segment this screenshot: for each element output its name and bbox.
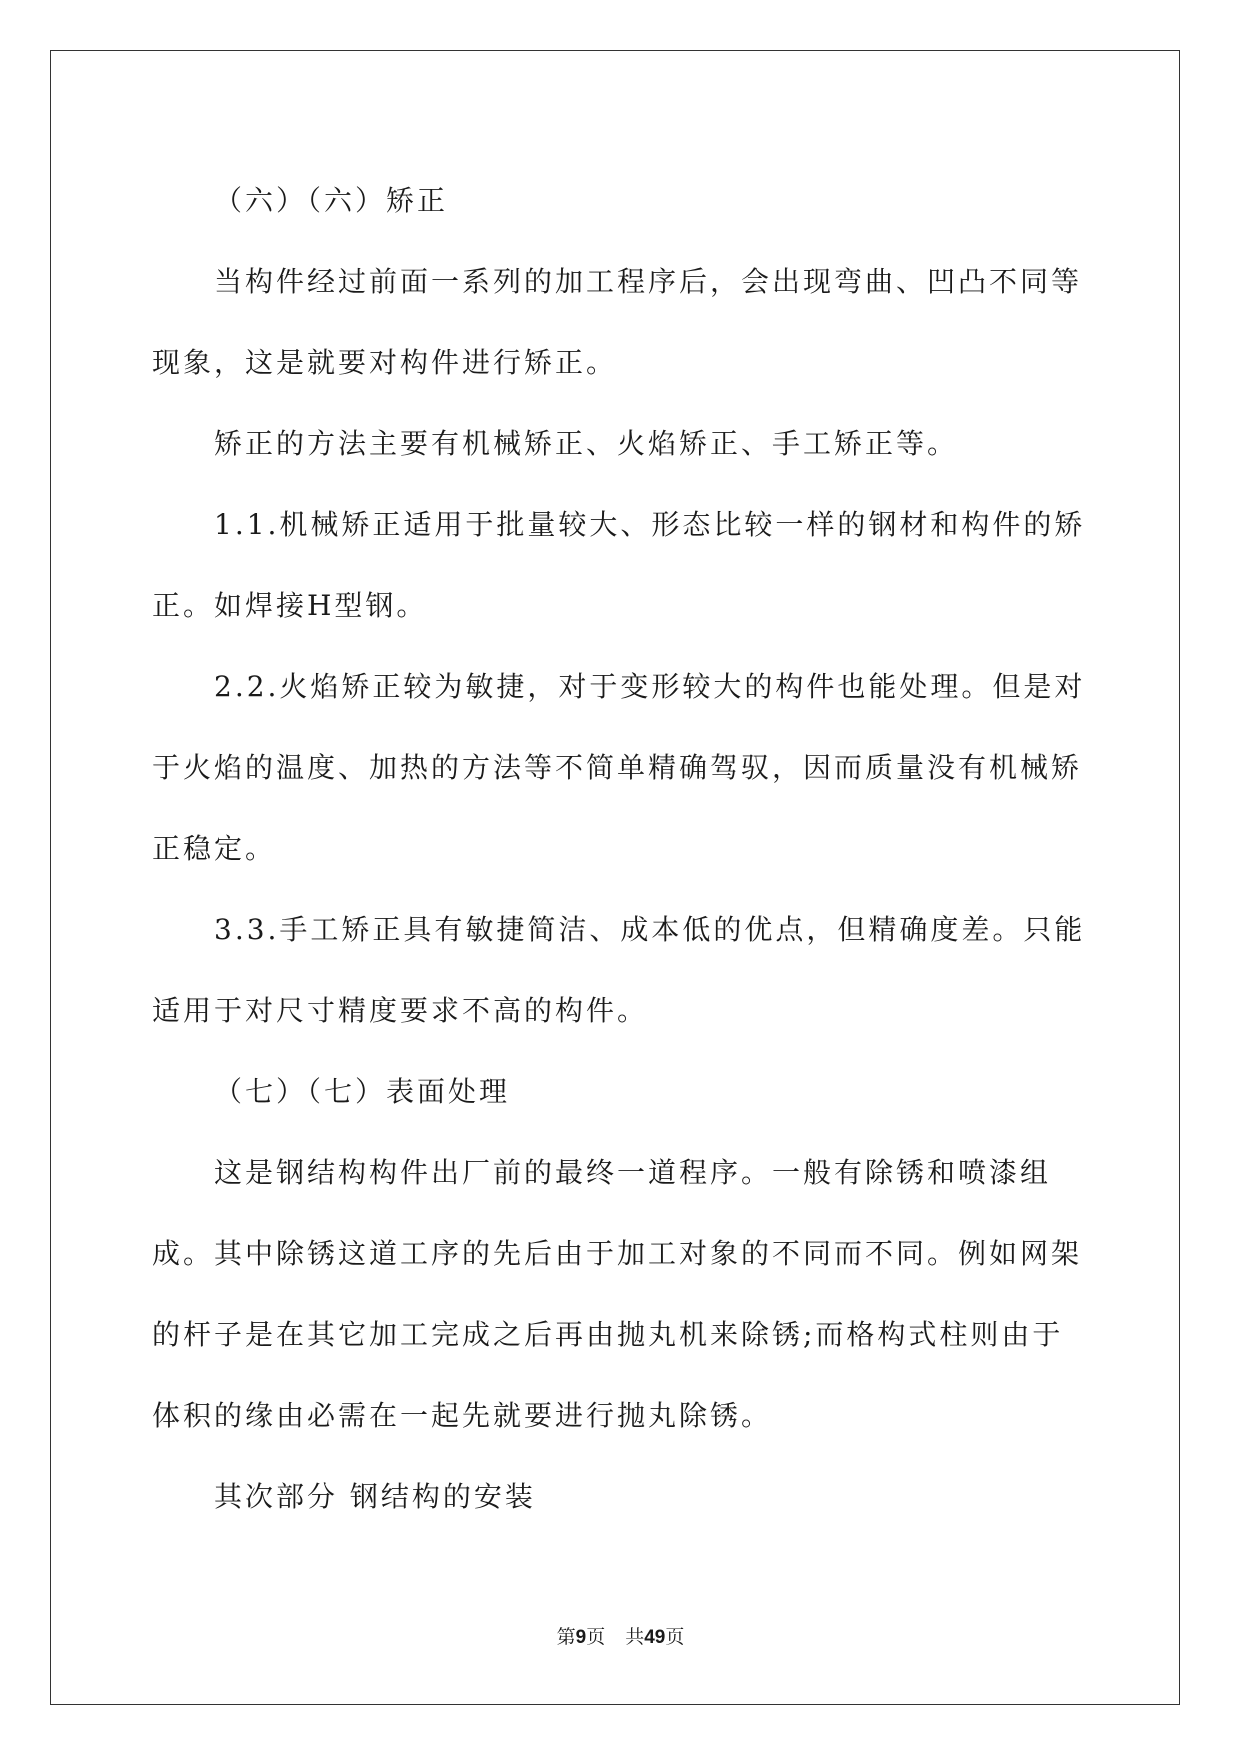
page-footer bbox=[0, 1622, 1241, 1649]
paragraph-surface-treatment: 这是钢结构构件出厂前的最终一道程序。一般有除锈和喷漆组成。其中除锈这道工序的先后由于加工对象的不同而不同。例如网架的杆子是在其它加工完成之后再由抛丸机来除锈;而格构式柱则由于体积的缘由必需在一起先就要进行抛丸除锈。 bbox=[152, 1156, 1083, 1432]
paragraph-correction-intro: 当构件经过前面一系列的加工程序后，会出现弯曲、凹凸不同等现象，这是就要对构件进行矫正。 bbox=[152, 265, 1083, 379]
footer-page-suffix: 页 bbox=[586, 1626, 606, 1648]
footer-total-prefix: 共 bbox=[625, 1626, 645, 1648]
paragraph-flame-correction: 2.2.火焰矫正较为敏捷，对于变形较大的构件也能处理。但是对于火焰的温度、加热的方法等不简单精确驾驭，因而质量没有机械矫正稳定。 bbox=[152, 670, 1086, 865]
paragraph-correction-methods: 矫正的方法主要有机械矫正、火焰矫正、手工矫正等。 bbox=[214, 427, 959, 460]
paragraph-mechanical-correction: 1.1.机械矫正适用于批量较大、形态比较一样的钢材和构件的矫正。如焊接H型钢。 bbox=[152, 508, 1086, 622]
footer-total-suffix: 页 bbox=[665, 1626, 685, 1648]
document-body bbox=[152, 160, 1092, 1537]
footer-total-pages: 49 bbox=[644, 1627, 666, 1648]
section-heading-surface-treatment: （七）（七）表面处理 bbox=[214, 1075, 511, 1108]
footer-page-number: 9 bbox=[575, 1627, 587, 1648]
footer-page-prefix: 第 bbox=[556, 1626, 576, 1648]
section-heading-installation: 其次部分 钢结构的安装 bbox=[214, 1480, 536, 1513]
section-heading-correction: （六）（六）矫正 bbox=[214, 184, 449, 217]
paragraph-manual-correction: 3.3.手工矫正具有敏捷简洁、成本低的优点，但精确度差。只能适用于对尺寸精度要求不高的构件。 bbox=[152, 913, 1086, 1027]
